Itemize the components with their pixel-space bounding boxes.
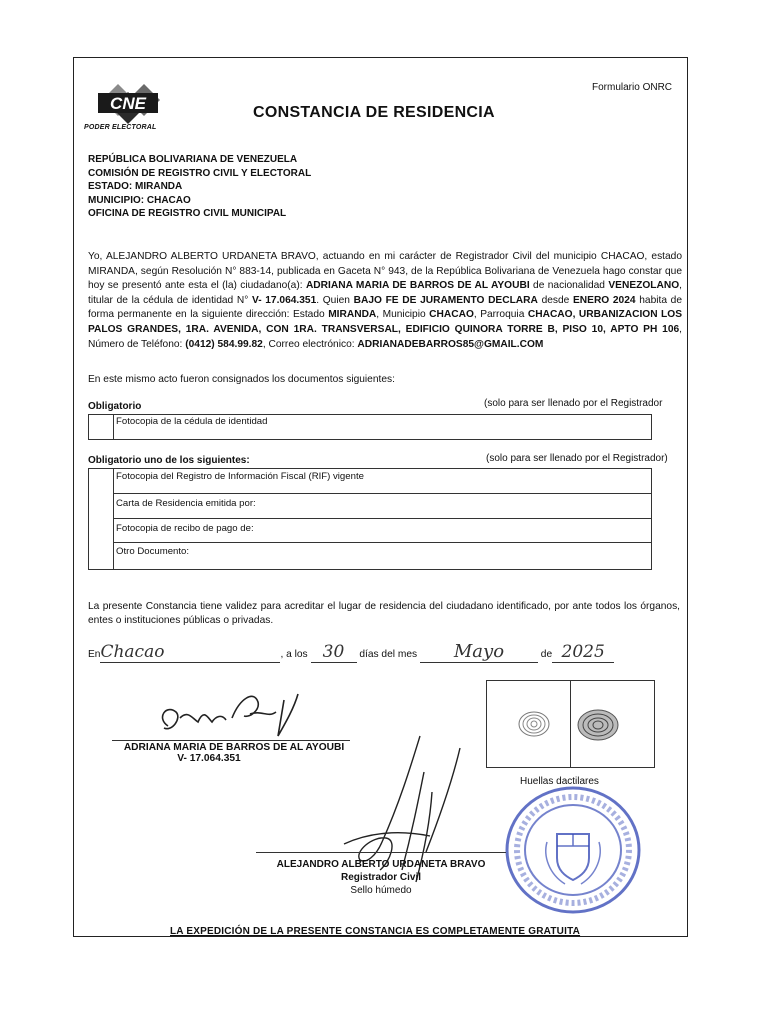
registrar-signature-line <box>256 852 506 853</box>
document-item: Fotocopia de la cédula de identidad <box>116 416 268 427</box>
mandatory-label: Obligatorio <box>88 401 142 412</box>
registrar-block <box>256 858 506 897</box>
registrar-role: Registrador Civil <box>340 872 422 883</box>
one-of-table <box>88 468 652 570</box>
document-item: Carta de Residencia emitida por: <box>113 493 651 518</box>
fingerprints-label: Huellas dactilares <box>520 776 599 787</box>
document-title: CONSTANCIA DE RESIDENCIA <box>253 104 495 121</box>
checkbox-column[interactable] <box>89 469 114 569</box>
left-fingerprint-image <box>517 709 551 739</box>
checkbox[interactable] <box>89 415 114 439</box>
municipality: CHACAO <box>429 309 474 321</box>
header-line: MUNICIPIO: CHACAO <box>88 194 191 206</box>
citizen-signature-line <box>112 740 350 741</box>
header-line: COMISIÓN DE REGISTRO CIVIL Y ELECTORAL <box>88 167 312 179</box>
mandatory-table <box>88 414 652 440</box>
oath: BAJO FE DE JURAMENTO DECLARA <box>353 294 538 306</box>
citizen-signature-image <box>146 688 316 744</box>
state: MIRANDA <box>328 309 377 321</box>
footer-notice: LA EXPEDICIÓN DE LA PRESENTE CONSTANCIA ES COMPLETAMENTE GRATUITA <box>170 926 581 937</box>
document-item: Fotocopia de recibo de pago de: <box>113 518 651 542</box>
right-fingerprint-image <box>575 707 621 743</box>
seal-label: Sello húmedo <box>350 885 412 896</box>
header-line: OFICINA DE REGISTRO CIVIL MUNICIPAL <box>88 208 287 220</box>
logo-text: CNE <box>110 94 146 113</box>
citizen-name: ADRIANA MARIA DE BARROS DE AL AYOUBI <box>305 280 530 292</box>
mandatory-note: (solo para ser llenado por el Registrador <box>484 398 663 409</box>
phone: (0412) 584.99.82 <box>185 338 263 350</box>
header-line: ESTADO: MIRANDA <box>88 181 183 193</box>
since-date: ENERO 2024 <box>573 294 636 306</box>
form-code: Formulario ONRC <box>592 82 673 93</box>
place-handwritten: Chacao <box>100 642 280 663</box>
registrar-name: ALEJANDRO ALBERTO URDANETA BRAVO <box>276 859 486 870</box>
year-handwritten: 2025 <box>552 642 614 663</box>
citizen-signature-name: ADRIANA MARIA DE BARROS DE AL AYOUBI <box>123 742 345 753</box>
date-line: EnChacao , a los 30 días del mes Mayo de 2025 <box>88 641 614 663</box>
declaration-paragraph: Yo, ALEJANDRO ALBERTO URDANETA BRAVO, actuando en mi carácter de Registrador Civil del municipio CHACAO, estado MIRANDA, según Resolución N° 883-14, publicada en Gaceta N° 943, de la República Bolivariana de Venezuela hago constar que hoy se presentó ante esta el (la) ciudadano(a): ADRIANA MARIA DE BARROS DE AL AYOUBI de nacionalidad VENEZOLANO, titular de la cédula de identidad N° V- 17.064.351. Quien BAJO FE DE JURAMENTO DECLARA desde ENERO 2024 habita de forma permanente en la siguiente dirección: Estado MIRANDA, Municipio CHACAO, Parroquia CHACAO, URBANIZACION LOS PALOS GRANDES, 1RA. AVENIDA, CON 1RA. TRANSVERSAL, EDIFICIO QUINORA TORRE B, PISO 10, APTO PH 106, Número de Teléfono: (0412) 584.99.82, Correo electrónico: ADRIANADEBARROS85@GMAIL.COM <box>88 251 682 350</box>
header-block <box>88 153 311 221</box>
header-line: REPÚBLICA BOLIVARIANA DE VENEZUELA <box>88 154 298 165</box>
citizen-signature-id: V- 17.064.351 <box>177 753 241 764</box>
one-of-label: Obligatorio uno de los siguientes: <box>88 455 250 466</box>
official-stamp-image <box>503 784 643 916</box>
document-item: Fotocopia del Registro de Información Fiscal (RIF) vigente <box>116 471 364 482</box>
fingerprint-box <box>486 680 655 768</box>
nationality: VENEZOLANO <box>608 280 680 292</box>
document-item: Otro Documento: <box>113 542 651 568</box>
email: ADRIANADEBARROS85@GMAIL.COM <box>357 338 544 350</box>
address: CHACAO, URBANIZACION LOS PALOS GRANDES, 1RA. AVENIDA, CON 1RA. TRANSVERSAL, EDIFICIO QUINORA TORRE B, PISO 10, APTO PH 106 <box>88 309 682 335</box>
documents-intro: En este mismo acto fueron consignados los documentos siguientes: <box>88 374 395 385</box>
validity-text: La presente Constancia tiene validez para acreditar el lugar de residencia del ciudadano identificado, por ante todos los órganos, entes o instituciones públicas o privadas. <box>88 601 680 626</box>
id-number: V- 17.064.351 <box>251 294 317 306</box>
one-of-note: (solo para ser llenado por el Registrador) <box>486 453 668 464</box>
citizen-signature-block <box>118 742 350 764</box>
day-handwritten: 30 <box>311 642 357 663</box>
logo-subtitle: PODER ELECTORAL <box>84 124 157 131</box>
month-handwritten: Mayo <box>420 641 538 663</box>
